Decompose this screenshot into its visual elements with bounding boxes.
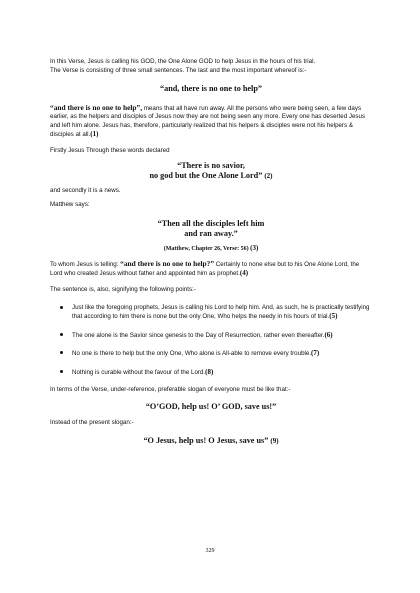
footnote-ref-5: (5) [329,312,338,321]
paragraph-points-intro: The sentence is, also, signifying the following points:- [50,286,196,294]
list-item-body: Nothing is curable without the favour of the Lord. [72,369,206,376]
quote-no-savior [50,161,372,182]
list-item-text [72,304,372,322]
to-whom-lead: To whom Jesus is telling: [50,260,121,268]
list-item-text [72,349,372,359]
footnote-ref-3: (3) [250,243,259,252]
footnote-ref-4: (4) [239,269,249,278]
quote-god-help: “O’GOD, help us! O’ GOD, save us!” [145,402,277,412]
footnote-ref-2: (2) [264,172,273,181]
quote-line: “There is no savior, [177,160,245,170]
list-item-text [72,331,372,341]
list-item-text [72,368,372,378]
paragraph-sentences: The Verse is consisting of three small sentences. The last and the most important whereof is:- [50,66,307,74]
footnote-ref-1: (1) [90,130,99,139]
emphasis-phrase: “and there is no one to help?” [120,258,215,268]
paragraph-explanation [50,104,372,140]
bullet-icon [60,351,63,354]
paragraph-slogan-intro: In terms of the Verse, under-reference, preferable slogan of everyone must be like that:- [50,385,291,393]
to-whom-text: Certainly to none else but to his One Alone Lord, the Lord who created Jesus without father and appointed him as prophet. [50,260,360,278]
quote-no-one-to-help: “and, there is no one to help” [160,84,262,94]
paragraph-news: and secondly it is a news. [50,186,121,194]
citation-matthew [50,244,372,252]
list-item-body: No one is there to help but the only One, Who alone is All-able to remove every trouble. [72,350,312,358]
list-item [50,331,372,341]
paragraph-matthew-says: Matthew says: [50,201,90,209]
quote-jesus-help [50,436,372,447]
list-item [50,304,372,322]
citation-text: (Matthew, Chapter 26, Verse: 56) [163,245,249,252]
quote-line: no god but the One Alone Lord” [149,171,263,181]
points-list [50,304,372,378]
quote-disciples-left [50,219,372,240]
bullet-icon [60,333,63,336]
footnote-ref-9: (9) [270,437,279,446]
quote-line: and ran away.” [184,229,238,239]
quote-text: “O Jesus, help us! O Jesus, save us” [143,436,269,446]
bullet-icon [60,306,63,309]
bullet-icon [60,370,63,373]
page-number: 329 [205,548,215,554]
paragraph-declaration: Firstly Jesus Through these words declared [50,147,170,155]
paragraph-to-whom [50,260,372,279]
emphasis-phrase: “and there is no one to help”, [50,102,143,112]
footnote-ref-8: (8) [205,368,214,376]
paragraph-intro: In this Verse, Jesus is calling his GOD, the One Alone GOD to help Jesus in the hours of his trial. [50,58,316,65]
footnote-ref-7: (7) [311,349,320,358]
list-item [50,349,372,359]
explanation-text: means that all have run away. All the persons who were being seen, a few days earlier, as the helpers and disciples of Jesus now they are not being seen any more. Every one has deserted Jesus and left him alone. Jesus has, therefore, particularly realized that his helpers & disciples were not his helpers & disciples at all. [50,104,366,139]
paragraph-present-slogan: Instead of the present slogan:- [50,418,134,426]
list-item-body: Just like the foregoing prophets, Jesus is calling his Lord to help him. And, as such, he is practically testifying that according to him there is none but the only One, Who helps the needy in his hours of trial. [72,303,370,321]
quote-line: “Then all the disciples left him [157,218,265,228]
list-item-body: The one alone is the Savior since genesis to the Day of Resurrection, rather even thereafter. [72,331,325,339]
list-item [50,368,372,378]
footnote-ref-6: (6) [324,330,333,339]
